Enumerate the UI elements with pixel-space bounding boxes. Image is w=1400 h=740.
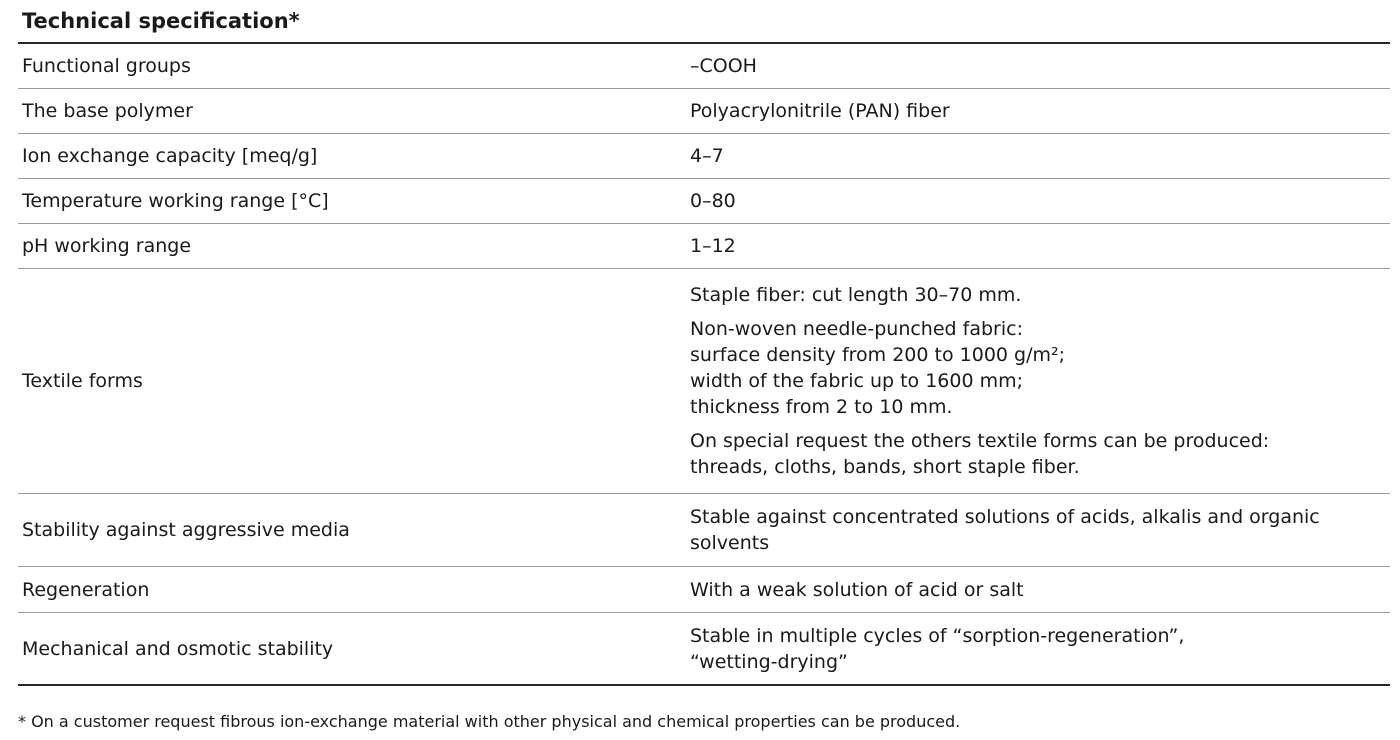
table-title: Technical specification* bbox=[22, 9, 300, 33]
row-label: pH working range bbox=[22, 235, 192, 257]
table-row bbox=[18, 567, 1390, 613]
value-text: Polyacrylonitrile (PAN) fiber bbox=[690, 100, 950, 122]
row-value bbox=[686, 567, 1390, 612]
row-value bbox=[686, 269, 1390, 493]
row-value bbox=[686, 44, 1390, 88]
value-text: With a weak solution of acid or salt bbox=[690, 578, 1024, 601]
table-row bbox=[18, 224, 1390, 269]
table-row bbox=[18, 44, 1390, 89]
row-value bbox=[686, 224, 1390, 268]
table-row bbox=[18, 494, 1390, 567]
row-label: Stability against aggressive media bbox=[22, 519, 350, 541]
table-row bbox=[18, 134, 1390, 179]
value-text: Staple fiber: cut length 30–70 mm. bbox=[690, 284, 1022, 306]
value-text: Stable in multiple cycles of “sorption-regeneration”, “wetting-drying” bbox=[690, 624, 1185, 673]
row-label: Temperature working range [°C] bbox=[22, 190, 329, 212]
row-label: Functional groups bbox=[22, 55, 191, 77]
row-label: Regeneration bbox=[22, 578, 150, 601]
table-row bbox=[18, 269, 1390, 494]
value-text: Stable against concentrated solutions of acids, alkalis and organic solvents bbox=[690, 506, 1320, 554]
table-row bbox=[18, 89, 1390, 134]
row-value bbox=[686, 494, 1390, 566]
table-row bbox=[18, 613, 1390, 684]
value-text: Non-woven needle-punched fabric: surface density from 200 to 1000 g/m²; width of the fabric up to 1600 mm; thickness from 2 to 10 mm. bbox=[690, 318, 1066, 418]
value-text: –COOH bbox=[690, 55, 757, 77]
row-label: Mechanical and osmotic stability bbox=[22, 637, 334, 660]
row-value bbox=[686, 613, 1390, 684]
row-label: Ion exchange capacity [meq/g] bbox=[22, 145, 318, 167]
value-text: 0–80 bbox=[690, 190, 736, 212]
value-text: On special request the others textile forms can be produced: threads, cloths, bands, short staple fiber. bbox=[690, 430, 1270, 478]
table-row bbox=[18, 179, 1390, 224]
row-label: The base polymer bbox=[22, 100, 193, 122]
value-text: 4–7 bbox=[690, 145, 724, 167]
value-text: 1–12 bbox=[690, 235, 736, 257]
footnote: * On a customer request fibrous ion-exchange material with other physical and chemical properties can be produced. bbox=[18, 712, 961, 731]
spec-table bbox=[18, 42, 1390, 686]
row-value bbox=[686, 179, 1390, 223]
row-value bbox=[686, 89, 1390, 133]
row-value bbox=[686, 134, 1390, 178]
row-label: Textile forms bbox=[22, 370, 143, 392]
